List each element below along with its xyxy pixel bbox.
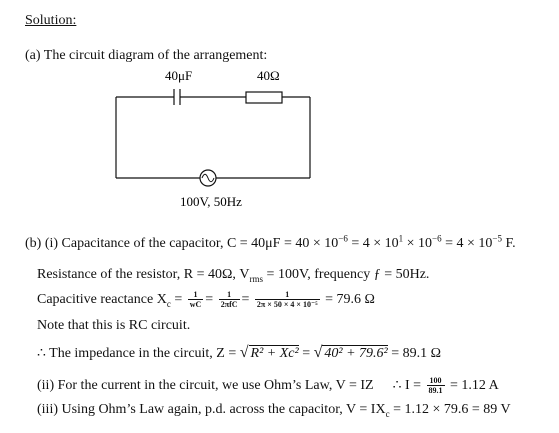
impedance-line: ∴ The impedance in the circuit, Z = √ R² + Xc² = √ 40² + 79.6² = 89.1 Ω — [37, 344, 442, 361]
resistor-label: 40Ω — [257, 68, 280, 83]
source-label: 100V, 50Hz — [180, 194, 242, 209]
capacitive-reactance-line: Capacitive reactance $X_c$ = $\frac{1}{wC}$ = 1 2πfC = $\frac{1}{\text{2π × 50 × 4 × 10⁻⁵}}$ = 79.6 Ω — [37, 290, 375, 310]
current-line: (ii) For the current in the circuit, we use Ohm’s Law, V = IZ ∴ I = $\frac{100}{89.1}$ = 1.12 A — [37, 376, 499, 396]
pd-line: (iii) Using Ohm’s Law again, p.d. across the capacitor, $V = IX_c = 1.12 \times 79.6 = 89$ V — [37, 402, 511, 419]
fraction-1-over-wc: $\frac{1}{wC}$ — [189, 290, 202, 310]
impedance-radical-2: 40² + 79.6² — [324, 346, 388, 361]
impedance-radical-1: R² + Xc² — [250, 346, 299, 361]
capacitance-line: (b) (i) Capacitance of the capacitor, $C = 40\mu F = 40 \times 10^{-6} = 4 \times 10^1 \times 10^{-6} = 4 \times 10^{-5}$ F. — [25, 233, 516, 251]
resistor — [246, 92, 282, 103]
current-fraction: $\frac{100}{89.1}$ — [428, 376, 443, 396]
fraction-1-over-2pifc: 1 2πfC — [220, 290, 238, 310]
resistance-line: Resistance of the resistor, R = 40Ω, $V_{rms} = 100V$, frequency ƒ = 50Hz. — [37, 267, 430, 284]
part-a-label: (a) The circuit diagram of the arrangement: — [25, 48, 268, 63]
solution-heading: Solution: — [25, 13, 77, 28]
circuit-diagram — [0, 0, 559, 215]
rc-note: Note that this is RC circuit. — [37, 318, 191, 333]
capacitor-label: 40μF — [165, 68, 193, 83]
fraction-numeric: $\frac{1}{\text{2π × 50 × 4 × 10⁻⁵}}$ — [256, 290, 318, 310]
